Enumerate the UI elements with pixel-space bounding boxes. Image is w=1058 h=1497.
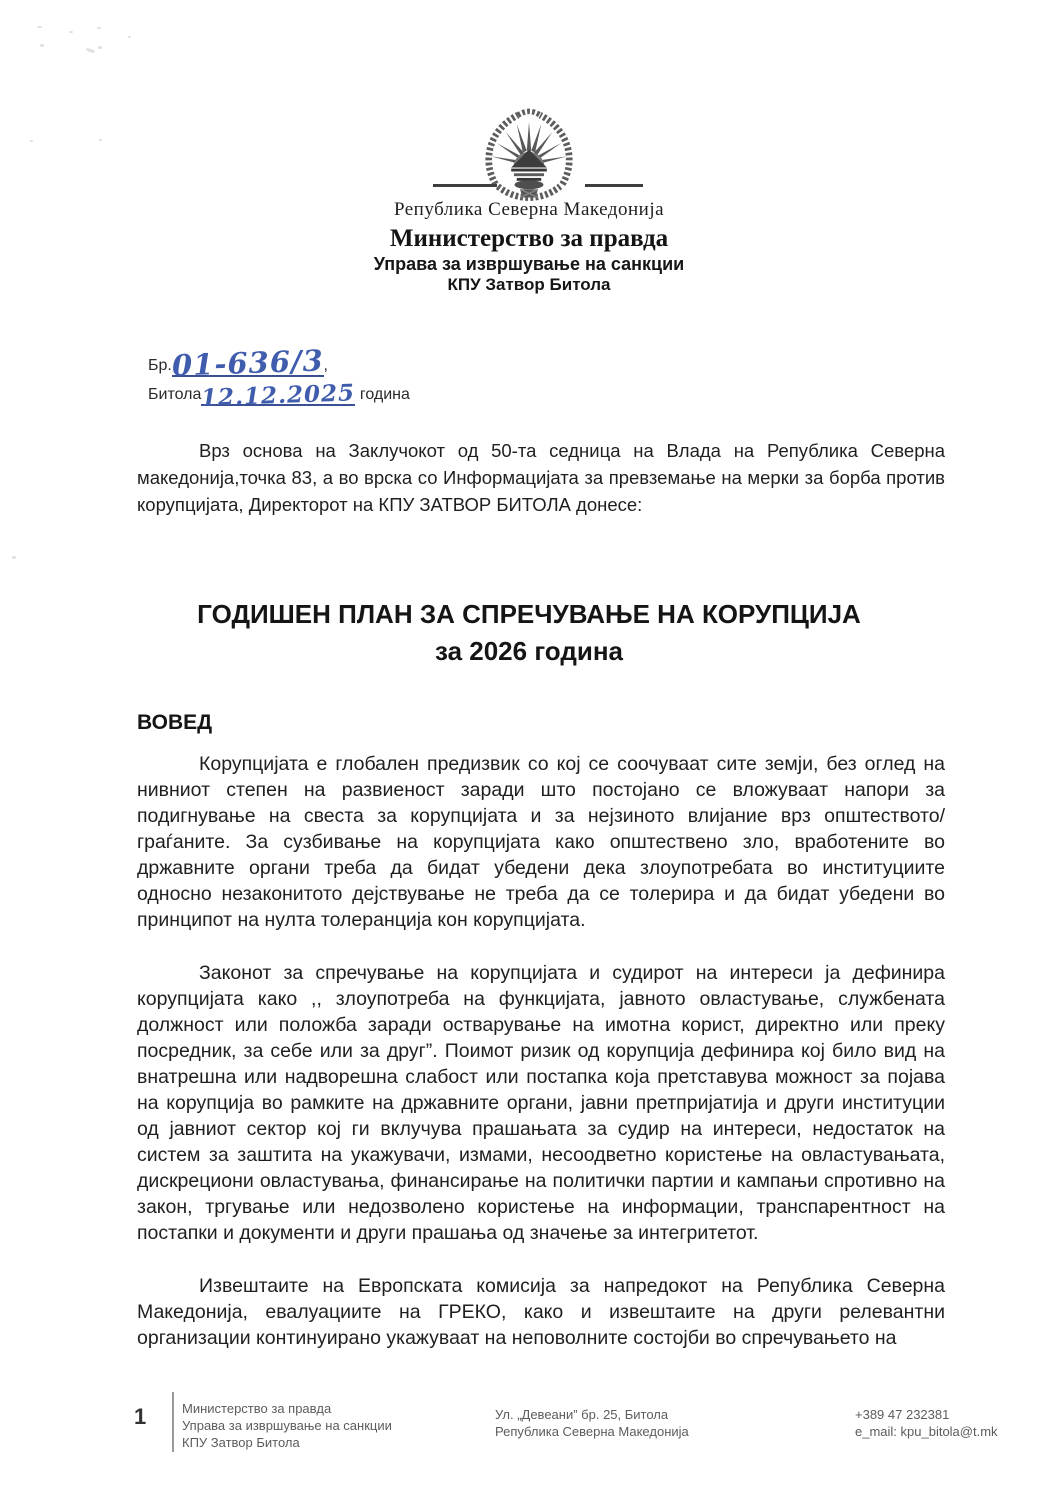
footer-contact-block	[855, 1406, 998, 1440]
handwritten-date: 12.12.2025	[200, 379, 356, 412]
reference-date-row	[148, 379, 410, 412]
section-heading-voved: ВОВЕД	[137, 711, 213, 734]
scan-artifact	[128, 36, 131, 38]
footer-org-line: Министерство за правда	[182, 1401, 332, 1416]
reference-date-suffix: година	[359, 386, 410, 403]
reference-number-label: Бр.	[148, 357, 172, 374]
body-paragraph-3: Извештаите на Европската комисија за напредокот на Република Северна Македонија, евалуациите на ГРЕКО, како и извештаите на други релевантни организации континуирано укажуваат на неповолните состојби во спречувањето на	[137, 1275, 945, 1349]
scan-artifact	[97, 27, 101, 29]
scan-artifact	[69, 31, 73, 33]
footer-divider	[172, 1392, 174, 1452]
footer-phone: +389 47 232381	[855, 1407, 950, 1422]
body-paragraph-1: Корупцијата е глобален предизвик со кој се соочуваат сите земји, без оглед на нивниот степен на развиеност заради што постојано се вложуваат напори за подигнување на свеста за корупцијата и за нејзиното влијание врз општеството/граѓаните. За сузбивање на корупцијата како општествено зло, вработените во државните органи треба да бидат убедени дека злоупотребата во институциите односно незаконитото дејствување не треба да се толерира и да бидат убедени во принципот на нулта толеранција кон корупцијата.	[137, 753, 945, 931]
scan-artifact	[37, 26, 42, 28]
scan-artifact	[12, 556, 16, 559]
handwritten-reference-number: 01-636/3	[171, 343, 325, 383]
ministry-name: Министерство за правда	[389, 225, 669, 252]
header-divider-left	[433, 184, 497, 187]
footer-organization-block	[182, 1400, 392, 1451]
preamble-paragraph: Врз основа на Заклучокот од 50-та седница на Влада на Република Северна македонија,точка 83, а во врска со Информацијата за превземање на мерки за борба против корупцијата, Директорот на КПУ ЗАТВОР БИТОЛА донесе:	[137, 440, 945, 515]
document-title-line2: за 2026 година	[434, 636, 623, 666]
scan-artifact	[86, 48, 95, 54]
scan-artifact	[98, 46, 102, 49]
scan-artifact	[30, 140, 33, 142]
document-title-line1: ГОДИШЕН ПЛАН ЗА СПРЕЧУВАЊЕ НА КОРУПЦИЈА	[197, 599, 861, 629]
scan-artifact	[40, 44, 44, 47]
scan-artifact	[99, 139, 102, 141]
coat-of-arms-icon	[473, 104, 585, 202]
page-number: 1	[134, 1404, 147, 1429]
country-name: Република Северна Македонија	[393, 199, 665, 220]
header-divider-right	[585, 184, 643, 187]
reference-number-row	[148, 343, 410, 383]
document-body	[137, 751, 945, 1391]
reference-number-suffix: ,	[323, 357, 328, 374]
directorate-name: Управа за извршување на санкции	[373, 254, 685, 274]
reference-place-label: Битола	[148, 386, 202, 403]
institution-name: КПУ Затвор Битола	[447, 275, 611, 294]
body-paragraph-2: Законот за спречување на корупцијата и судирот на интереси ја дефинира корупцијата како ,, злоупотреба на функцијата, јавното овластување, службената должност или положба заради остварување на имотна корист, директно или преку посредник, за себе или за друг”. Поимот ризик од корупција дефинира кој било вид на внатрешна или надворешна слабост или постапка која претставува можност за појава на корупција во рамките на државните органи, јавни претпријатија и други институции од јавниот сектор кој ги вклучува прашањата за судир на интереси, недостаток на систем за заштита на укажувачи, измами, несоодветно користење на овластувањата, дискрециони овластувања, финансирање на политички партии и кампањи спротивно на закон, тргување или недозволено користење на информации, транспарентност на постапки и документи и други прашања од значење за интегритетот.	[137, 962, 945, 1244]
document-title	[0, 596, 1058, 670]
footer-org-line: КПУ Затвор Битола	[182, 1435, 300, 1450]
footer-address-line: Република Северна Македонија	[495, 1424, 689, 1439]
footer-org-line: Управа за извршување на санкции	[182, 1418, 392, 1433]
reference-block	[148, 343, 410, 412]
footer-address-line: Ул. „Девеани” бр. 25, Битола	[495, 1407, 669, 1422]
footer-address-block	[495, 1406, 689, 1440]
footer-email: e_mail: kpu_bitola@t.mk	[855, 1424, 998, 1439]
